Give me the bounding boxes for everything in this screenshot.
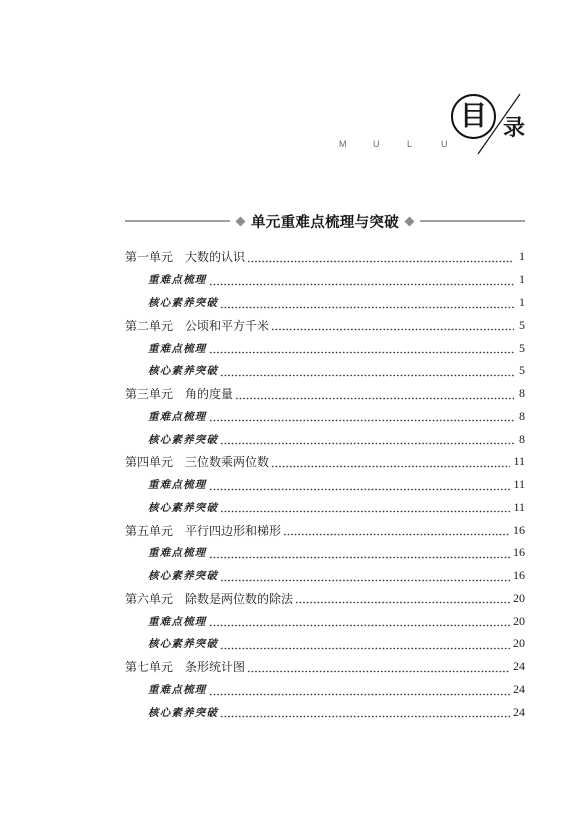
page-number: 5 (519, 317, 525, 332)
toc-sub-entry (125, 268, 525, 291)
page-number: 11 (513, 499, 525, 514)
unit-number: 第四单元 (125, 455, 174, 470)
page-number: 16 (513, 545, 525, 560)
toc-sub-entry (125, 610, 525, 633)
dot-leader (220, 501, 510, 513)
dot-leader (271, 319, 514, 331)
unit-title: 平行四边形和梯形 (185, 523, 282, 538)
sub-entry-label: 核心素养突破 (148, 297, 219, 309)
page-number: 1 (519, 249, 525, 264)
unit-title: 角的度量 (185, 387, 234, 402)
dot-leader (209, 274, 515, 286)
dot-leader (295, 592, 510, 604)
dot-leader (220, 297, 514, 309)
unit-number: 第六单元 (125, 591, 174, 606)
sub-entry-label: 重难点梳理 (148, 410, 207, 423)
toc-sub-entry (125, 633, 525, 656)
section-rule-right (420, 220, 525, 222)
page-number: 5 (519, 363, 525, 378)
toc-unit-entry (125, 314, 525, 337)
page-number: 20 (513, 590, 525, 605)
dot-leader (209, 684, 511, 696)
sub-entry-label: 重难点梳理 (148, 547, 207, 560)
page-number: 16 (513, 522, 525, 537)
dot-leader (271, 456, 510, 468)
page-number: 20 (513, 636, 525, 651)
sub-entry-label: 核心素养突破 (148, 570, 219, 583)
pinyin-letter: U (373, 139, 380, 149)
unit-number: 第七单元 (125, 660, 174, 675)
toc-unit-entry (125, 519, 525, 542)
toc-sub-entry (125, 405, 525, 428)
sub-entry-label: 核心素养突破 (148, 433, 219, 446)
dot-leader (247, 661, 510, 673)
unit-title: 大数的认识 (185, 250, 246, 265)
sub-entry-label: 重难点梳理 (148, 342, 207, 355)
pinyin-letter: L (407, 139, 413, 149)
toc-sub-entry (125, 359, 525, 382)
page-number: 8 (519, 408, 525, 423)
toc-sub-entry (125, 564, 525, 587)
unit-number: 第二单元 (125, 318, 174, 333)
dot-leader (220, 365, 514, 377)
section-title: 单元重难点梳理与突破 (251, 214, 399, 231)
pinyin-letter: M (339, 139, 347, 149)
unit-number: 第五单元 (125, 523, 174, 538)
sub-entry-label: 核心素养突破 (148, 501, 219, 514)
unit-title: 三位数乘两位数 (185, 455, 270, 470)
page-number: 1 (519, 295, 525, 309)
toc-unit-entry (125, 587, 525, 610)
dot-leader (209, 479, 511, 491)
sub-entry-label: 核心素养突破 (148, 365, 219, 378)
dot-leader (209, 410, 515, 422)
toc-sub-entry (125, 473, 525, 496)
sub-entry-label: 重难点梳理 (148, 274, 207, 287)
diamond-icon (405, 216, 415, 226)
dot-leader (209, 547, 511, 559)
page-number: 5 (519, 340, 525, 355)
dot-leader (220, 433, 514, 445)
sub-entry-label: 重难点梳理 (148, 479, 207, 492)
toc-unit-entry (125, 655, 525, 678)
page-number: 8 (519, 386, 525, 401)
page-number: 24 (513, 659, 525, 674)
unit-title: 除数是两位数的除法 (185, 591, 294, 606)
toc-unit-entry (125, 450, 525, 473)
sub-entry-label: 核心素养突破 (148, 706, 219, 719)
page-number: 24 (513, 704, 525, 719)
unit-title: 条形统计图 (185, 660, 246, 675)
page-number: 20 (513, 613, 525, 628)
page-number: 16 (513, 568, 525, 583)
page-number: 8 (519, 431, 525, 446)
toc-sub-entry (125, 542, 525, 565)
dot-leader (283, 524, 510, 536)
page-number: 24 (513, 682, 525, 697)
section-rule-left (125, 220, 230, 222)
dot-leader (235, 388, 514, 400)
contents-heading-char-1: 目 (460, 101, 487, 132)
unit-number: 第一单元 (125, 250, 174, 265)
page-number: 11 (513, 454, 525, 469)
sub-entry-label: 重难点梳理 (148, 684, 207, 697)
dot-leader (209, 615, 511, 627)
pinyin-letter: U (441, 139, 448, 149)
heading-pinyin (339, 139, 475, 149)
toc-sub-entry (125, 291, 525, 314)
dot-leader (220, 638, 510, 650)
contents-heading-char-2: 录 (503, 115, 526, 141)
unit-number: 第三单元 (125, 387, 174, 402)
dot-leader (209, 342, 515, 354)
dot-leader (220, 570, 510, 582)
toc-sub-entry (125, 496, 525, 519)
toc-unit-entry (125, 382, 525, 405)
dot-leader (220, 706, 510, 718)
table-of-contents (125, 246, 525, 724)
dot-leader (247, 251, 514, 263)
toc-unit-entry (125, 246, 525, 269)
unit-title: 公顷和平方千米 (185, 318, 270, 333)
page-number: 11 (513, 477, 525, 492)
diamond-icon (236, 216, 246, 226)
toc-sub-entry (125, 428, 525, 451)
sub-entry-label: 核心素养突破 (148, 638, 219, 651)
toc-sub-entry (125, 678, 525, 701)
toc-sub-entry (125, 337, 525, 360)
sub-entry-label: 重难点梳理 (148, 615, 207, 628)
toc-sub-entry (125, 701, 525, 724)
page-number: 1 (519, 272, 525, 287)
section-heading (125, 211, 525, 231)
